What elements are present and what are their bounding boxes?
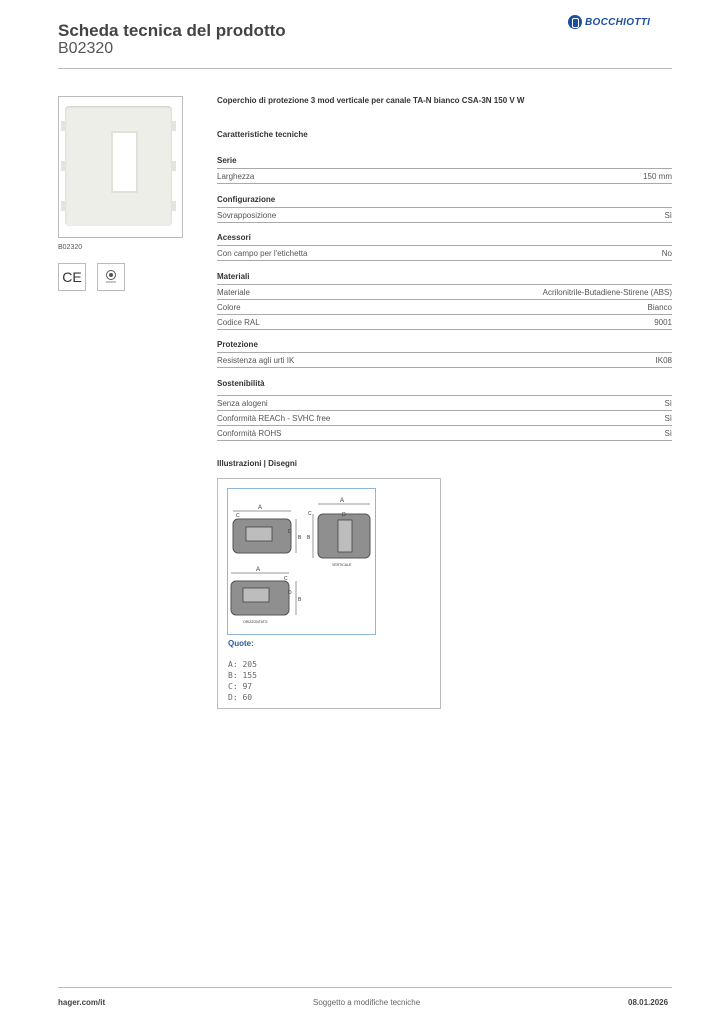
- spec-row: [217, 207, 672, 223]
- quote-value: A: 205: [228, 660, 257, 669]
- spec-label: Codice RAL: [217, 317, 260, 327]
- dim-label-a: A: [256, 567, 261, 573]
- drawings-heading: Illustrazioni | Disegni: [217, 459, 298, 468]
- dim-label-d: D: [288, 590, 292, 596]
- spec-row: [217, 299, 672, 314]
- footer-disclaimer: Soggetto a modifiche tecniche: [313, 998, 421, 1007]
- spec-value: 150 mm: [643, 171, 672, 181]
- spec-row: [217, 425, 672, 441]
- quote-title: Quote:: [228, 639, 254, 648]
- spec-row: [217, 395, 672, 410]
- cover-plate-illustration: [65, 106, 172, 226]
- spec-row: [217, 284, 672, 299]
- spec-value: 9001: [654, 317, 672, 327]
- spec-value: Sì: [664, 428, 672, 438]
- section-title-protezione: Protezione: [217, 340, 258, 349]
- footer-website: hager.com/it: [58, 998, 106, 1007]
- spec-label: Senza alogeni: [217, 398, 268, 408]
- spec-label: Materiale: [217, 287, 250, 297]
- brand-mark-icon: [568, 15, 582, 29]
- spec-value: Bianco: [647, 302, 672, 312]
- ce-mark-icon: [58, 263, 86, 291]
- brand-logo: [568, 15, 650, 29]
- dim-label-a: A: [258, 505, 263, 511]
- quote-value: C: 97: [228, 682, 253, 691]
- specs-heading: Caratteristiche tecniche: [217, 130, 308, 139]
- dim-label-b: B: [298, 597, 302, 603]
- footer-divider: [58, 987, 672, 988]
- technical-drawing: [217, 478, 441, 709]
- section-title-materiali: Materiali: [217, 272, 250, 281]
- quote-value: D: 60: [228, 693, 253, 702]
- spec-label: Colore: [217, 302, 241, 312]
- dim-label-c: C: [284, 576, 288, 582]
- section-title-sostenibilita: Sostenibilità: [217, 379, 265, 388]
- section-title-configurazione: Configurazione: [217, 195, 276, 204]
- spec-label: Sovrapposizione: [217, 210, 277, 220]
- spec-label: Resistenza agli urti IK: [217, 355, 295, 365]
- product-code: B02320: [58, 40, 114, 57]
- brand-name: BOCCHIOTTI: [585, 16, 651, 28]
- product-description: Coperchio di protezione 3 mod verticale per canale TA-N bianco CSA-3N 150 V W: [217, 96, 525, 105]
- page-title: Scheda tecnica del prodotto: [58, 21, 286, 40]
- section-title-accessori: Acessori: [217, 233, 251, 242]
- spec-row: [217, 410, 672, 425]
- spec-row: [217, 245, 672, 261]
- spec-value: IK08: [655, 355, 672, 365]
- quote-value: B: 155: [228, 671, 257, 680]
- dim-label-b: B: [298, 535, 302, 541]
- spec-label: Larghezza: [217, 171, 255, 181]
- label-verticale: VERTICALE: [332, 563, 352, 567]
- ce-mark-label: CE: [62, 269, 82, 285]
- spec-value: Sì: [664, 413, 672, 423]
- footer-date: 08.01.2026: [628, 998, 669, 1007]
- spec-row: [217, 314, 672, 330]
- spec-value: Sì: [664, 210, 672, 220]
- certification-icon: [97, 263, 125, 291]
- spec-row: [217, 352, 672, 368]
- spec-value: Acrilonitrile-Butadiene-Stirene (ABS): [542, 287, 672, 297]
- dim-label-a: A: [340, 498, 345, 504]
- section-title-serie: Serie: [217, 156, 237, 165]
- label-orizzontale: ORIZZONTATO: [243, 620, 268, 624]
- product-image: [58, 96, 183, 238]
- spec-value: Sì: [664, 398, 672, 408]
- dim-label-d: D: [342, 512, 346, 518]
- dim-label-c: C: [308, 511, 312, 517]
- image-caption: B02320: [58, 244, 83, 251]
- spec-label: Con campo per l'etichetta: [217, 248, 308, 258]
- dim-label-d: D: [288, 529, 292, 535]
- dim-label-b: B: [307, 535, 311, 541]
- spec-row: [217, 168, 672, 184]
- dim-label-c: C: [236, 513, 240, 519]
- spec-label: Conformità REACh - SVHC free: [217, 413, 331, 423]
- header-divider: [58, 68, 672, 69]
- spec-label: Conformità ROHS: [217, 428, 282, 438]
- drawing-frame: [227, 488, 376, 635]
- spec-value: No: [661, 248, 672, 258]
